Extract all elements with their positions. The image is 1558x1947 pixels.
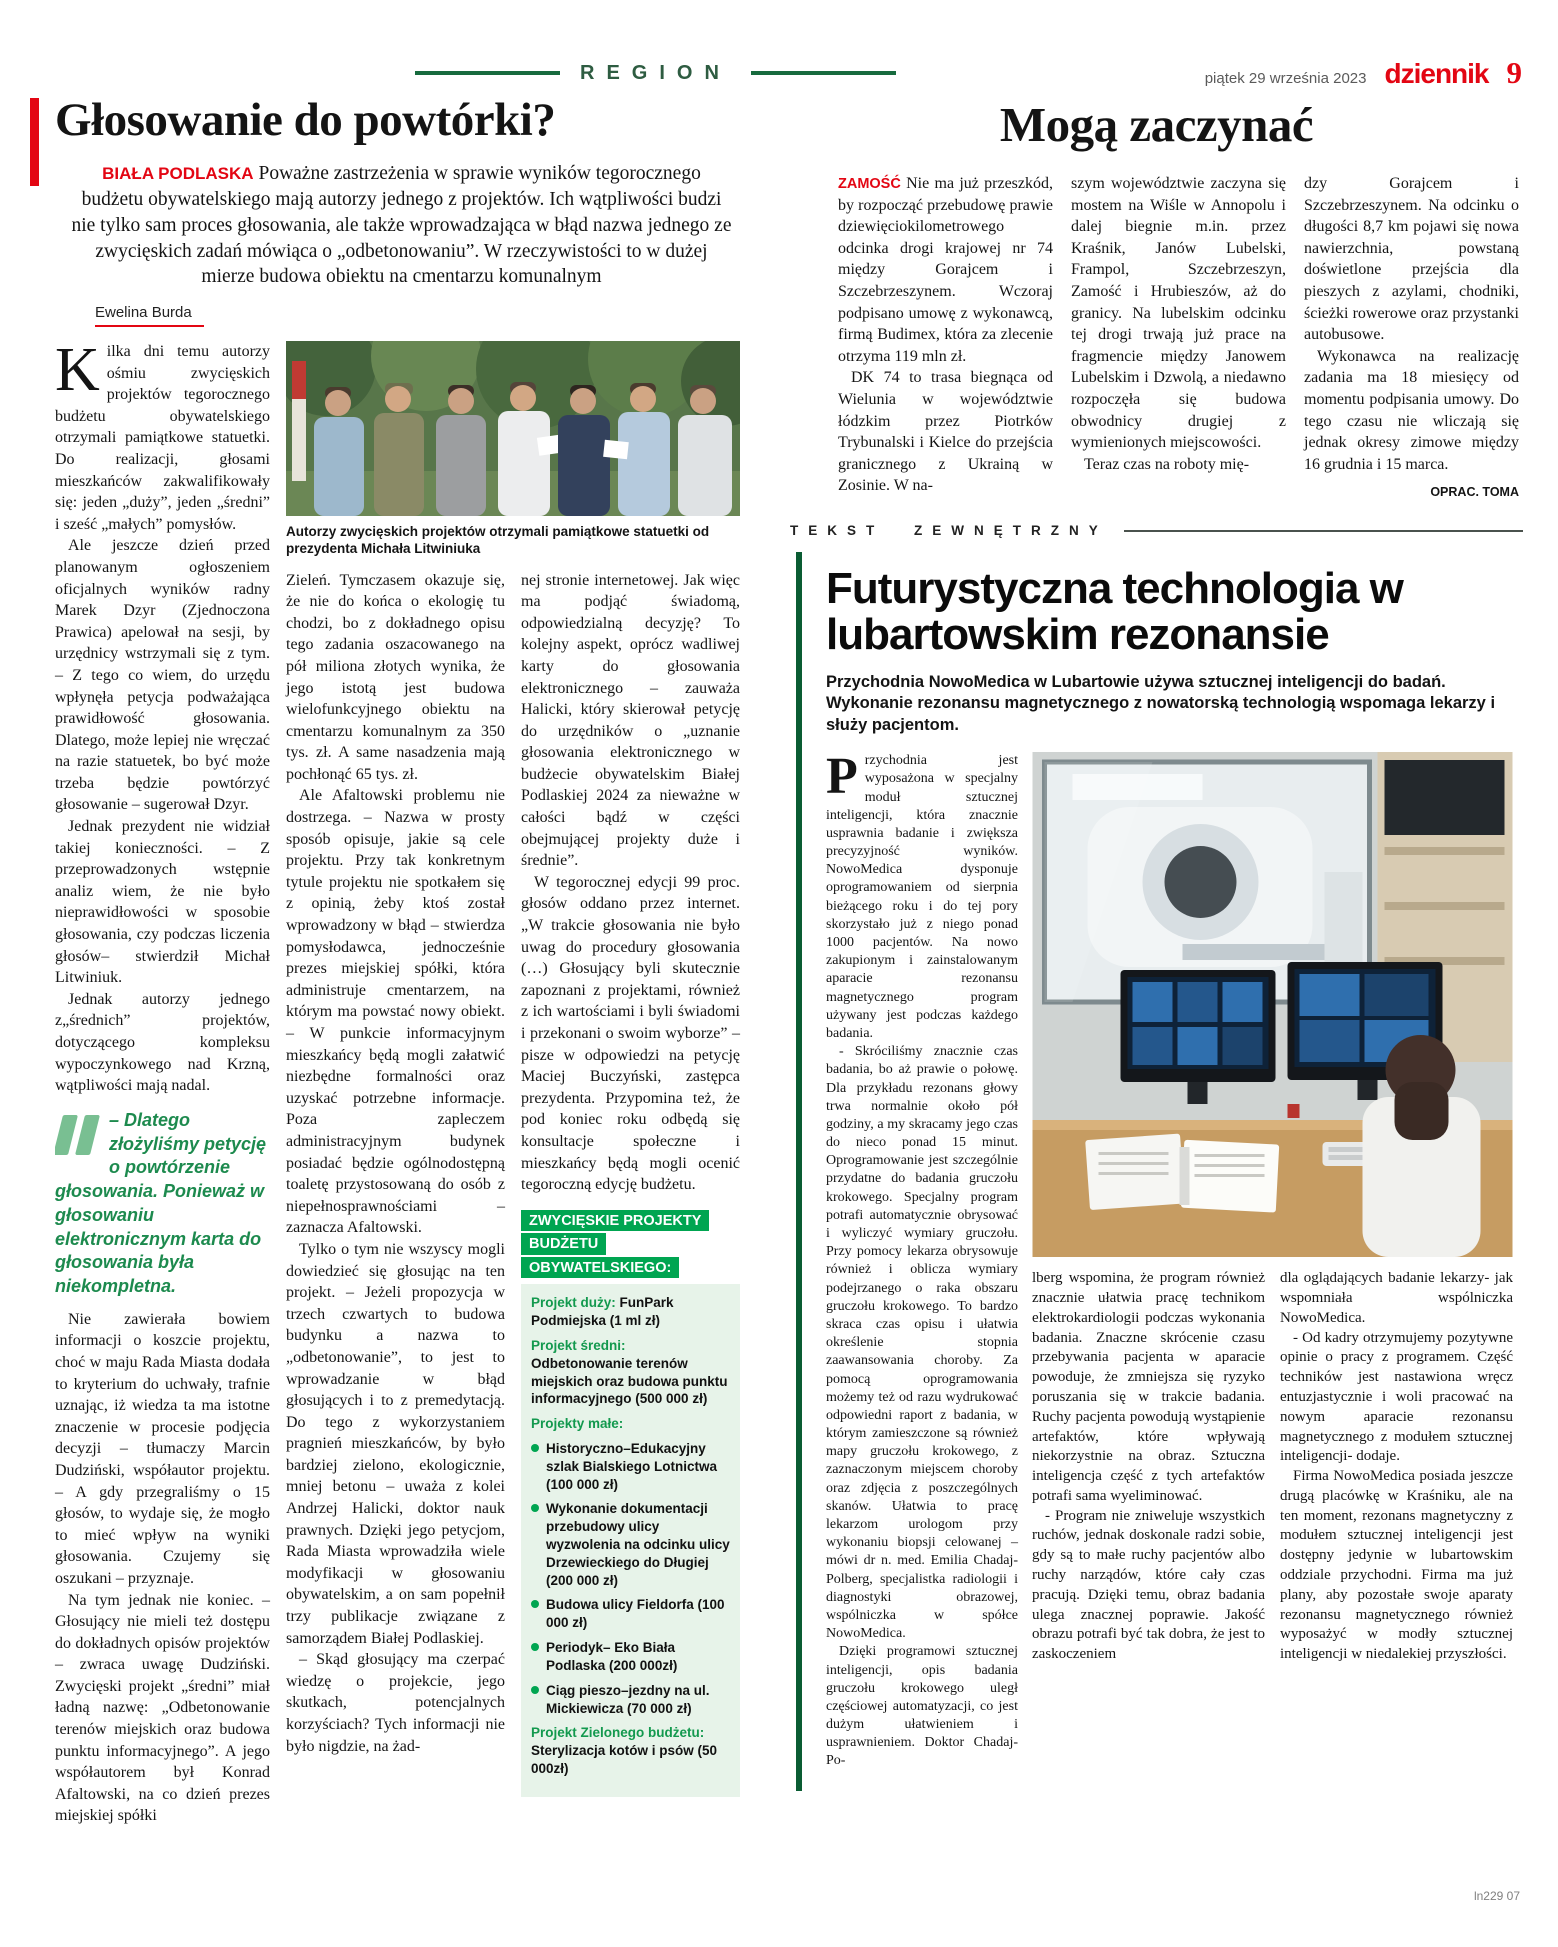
lead-location-tag: BIAŁA PODLASKA <box>102 164 254 184</box>
road-article <box>790 96 1523 499</box>
winners-box-bullet <box>531 1596 730 1632</box>
right-column <box>790 96 1523 1827</box>
bullet-dot-icon <box>531 1686 539 1694</box>
masthead <box>0 54 1522 92</box>
paragraph-text: Nie ma już przeszkód, by rozpocząć przebudowę prawie dziewięciokilometrowego odcinka drogi krajowej nr 74 między Gorajcem i Szczebrzeszynem. Wczoraj podpisano umowę z wykonawcą, firmą Budimex, która za zlecenie otrzyma 119 mln zł. <box>838 175 1053 365</box>
drop-cap: P <box>826 748 858 806</box>
body-paragraph: DK 74 to trasa biegnąca od Wielunia w województwie łódzkim przez Piotrków Trybunalski i Kielce do przejścia granicznego z Ukrainą w Zosinie. W na- <box>838 369 1053 495</box>
section-rule-left <box>415 71 560 75</box>
pull-quote <box>55 1109 270 1299</box>
mri-article <box>796 552 1523 1790</box>
winners-box-title-line: BUDŻETU <box>521 1233 606 1255</box>
body-paragraph <box>826 748 1018 1043</box>
print-code: ln229 07 <box>1473 1889 1520 1903</box>
external-text-kicker-row <box>790 523 1523 538</box>
voting-article-column-2 <box>286 570 505 1797</box>
body-paragraph <box>55 336 270 535</box>
entry-label: Projekt Zielonego budżetu: <box>531 1725 705 1741</box>
winners-box-bullet <box>531 1682 730 1718</box>
winners-box-bullet <box>531 1440 730 1493</box>
kicker-rule <box>1124 530 1523 532</box>
quote-mark-icon <box>55 1113 101 1159</box>
paragraph-text: ilka dni temu autorzy ośmiu zwycięskich projektów tegorocznego budżetu obywatelskiego otrzymali pamiątkowe statuetki. Do realizacji, głosami mieszkańców zakwalifikowały się: jeden „duży”, jeden „średni” i sześć „małych” pomysłów. <box>55 343 270 533</box>
bullet-text: Periodyk– Eko Biała Podlaska (200 000zł) <box>546 1640 678 1673</box>
entry-label: Projekty małe: <box>531 1416 624 1432</box>
winners-box <box>521 1210 740 1797</box>
author-row <box>95 304 740 327</box>
body-paragraph: nej stronie internetowej. Jak więc ma podjąć świadomą, odpowiedzialną decyzję? To kolejny aspekt, oprócz wadliwej karty do głosowania elektronicznego – zauważa Halicki, który skierował petycję do urzędników o „uznanie głosowania elektronicznego w budżecie obywatelskim Białej Podlaskiej 2024 za nieważne w całości bądź w części obejmującej projekty duże i średnie”. <box>521 571 740 870</box>
entry-value: FunPark Podmiejska (1 ml zł) <box>531 1295 674 1329</box>
entry-value: Odbetonowanie terenów miejskich oraz budowa punktu informacyjnego (500 000 zł) <box>531 1355 728 1407</box>
road-article-byline: OPRAC. TOMA <box>1430 485 1519 500</box>
body-paragraph <box>838 173 1053 367</box>
body-paragraph: lberg wspomina, że program również znacznie ułatwia pracę technikom elektrokardiologii podczas wykonania badania. Znaczne skrócenie czasu przebywania pacjenta w aparacie powoduje, że zmniejsza się ryzyko poruszania się w trakcie badania. Ruchy pacjenta powodują wystąpienie artefaktów, które wpływają niekorzystnie na obraz. Sztuczna inteligencja część z tych artefaktów potrafi sama wyeliminować. <box>1032 1270 1265 1504</box>
location-tag: ZAMOŚĆ <box>838 176 901 192</box>
body-paragraph: - Program nie zniweluje wszystkich ruchów, jednak doskonale radzi sobie, gdy są to małe ruchy pacjentów albo ruchy narządów, które cały czas pracują. Dzięki temu, obraz badania ulega znacznej poprawie. Jakość obrazu potrafi być tak dobra, że jest to zaskoczeniem <box>1032 1507 1265 1663</box>
mri-article-subtitle: Przychodnia NowoMedica w Lubartowie używa sztucznej inteligencji do badań. Wykonanie rezonansu magnetycznego z nowatorską technologią wspomaga lekarzy i służy pacjentom. <box>826 672 1496 734</box>
voting-article-column-3 <box>521 570 740 1797</box>
page-number: 9 <box>1506 55 1522 90</box>
mri-article-lower-columns <box>1032 1269 1513 1665</box>
body-paragraph: dzy Gorajcem i Szczebrzeszynem. Na odcinku o długości 8,7 km pojawi się nowa nawierzchnia, powstaną doświetlone przejścia dla pieszych z azylami, chodniki, ścieżki rowerowe oraz przystanki autobusowe. <box>1304 175 1519 344</box>
bullet-dot-icon <box>531 1600 539 1608</box>
mri-article-column-3 <box>1280 1269 1513 1665</box>
body-paragraph: szym województwie zaczyna się mostem na Wiśle w Annopolu i dalej biegnie m.in. przez Kraśnik, Janów Lubelski, Frampol, Szczebrzeszyn, Zamość i Hrubieszów, aż do granicy. Na lubelskim odcinku tej drogi trwają już prace na fragmencie między Janowem Lubelskim i Dzwolą, a niedawno rozpoczęła się budowa obwodnicy drugiej z wymienionych miejscowości. <box>1071 175 1286 452</box>
mri-article-column-1 <box>826 748 1018 1771</box>
mri-article-title: Futurystyczna technologia w lubartowskim rezonansie <box>826 564 1403 660</box>
body-paragraph: dla oglądających badanie lekarzy- jak wspomniała wspólniczka NowoMedica. <box>1280 1270 1513 1326</box>
winners-box-title-line: ZWYCIĘSKIE PROJEKTY <box>521 1210 709 1232</box>
masthead-right <box>1205 55 1522 91</box>
entry-label: Projekt średni: <box>531 1337 626 1353</box>
award-photo-caption: Autorzy zwycięskich projektów otrzymali pamiątkowe statuetki od prezydenta Michała Litwiniuka <box>286 524 710 557</box>
flag-banner <box>292 361 306 481</box>
voting-article-right-block <box>286 341 740 1827</box>
winners-box-bullet <box>531 1639 730 1675</box>
bullet-text: Wykonanie dokumentacji przebudowy ulicy wyzwolenia na odcinku ulicy Drzewieckiego do Długiej (200 000 zł) <box>546 1501 730 1588</box>
section-header <box>415 62 896 85</box>
body-paragraph: Nie zawierała bowiem informacji o koszcie projektu, choć w maju Rada Miasta dodała to kryterium do uchwały, trafnie uznając, iż wiedza ta ma istotne znaczenie w procesie podjęcia decyzji – tłumaczy Marcin Dudziński, współautor projektu. – A gdy przegraliśmy o 15 głosów, to wydaje się, że mogło to mieć wpływ na wyniki głosowania. Czujemy się oszukani – przyznaje. <box>55 1310 270 1587</box>
winners-box-title-line: OBYWATELSKIEGO: <box>521 1257 679 1279</box>
road-article-columns <box>790 173 1523 499</box>
mri-photo-image <box>1032 752 1513 1257</box>
voting-article-title: Głosowanie do powtórki? <box>55 94 556 146</box>
body-paragraph: Jednak autorzy jednego z„średnich” projektów, dotyczącego kompleksu wypoczynkowego nad Krzną, wątpliwości mają nadal. <box>55 990 270 1095</box>
voting-article-column-1 <box>55 336 270 1827</box>
body-paragraph: Tylko o tym nie wszyscy mogli dowiedzieć się głosując na ten projekt. – Jeżeli propozycja w trzech czwartych to budowa budynku a nazwa to „odbetonowanie”, to jest to wprowadzanie w błąd głosujących i to z premedytacją. Do tego z wykorzystaniem pragnień mieszkańców, by było bardziej zielono, ekologicznie, mniej betonu – uważa z kolei Andrzej Halicki, doktor nauk prawnych. Dzięki jego petycjom, Rada Miasta wprowadziła wiele modyfikacji w głosowaniu obywatelskim, a on sam popełnił trzy publikacje związane z samorządem Białej Podlaskiej. <box>286 1240 505 1647</box>
entry-label: Projekt duży: <box>531 1295 616 1311</box>
mri-photo <box>1032 752 1513 1257</box>
body-paragraph: Jednak prezydent nie widział takiej konieczności. – Z przeprowadzonych wstępnie analiz wiem, że nie było nieprawidłowości w sposobie głosowania, czy podczas liczenia głosów– stwierdził Michał Litwiniuk. <box>55 818 270 987</box>
issue-date: piątek 29 września 2023 <box>1204 70 1367 87</box>
winners-box-entry-small-header <box>531 1415 730 1433</box>
body-paragraph: - Od kadry otrzymujemy pozytywne opinie o pracy z programem. Część techników jest nastawiona wręcz entuzjastycznie i woli pracować na nowym aparacie rezonansu magnetycznego z modułem sztucznej inteligencji- dodaje. <box>1280 1329 1513 1465</box>
voting-article-lead <box>69 161 734 290</box>
section-label: REGION <box>580 61 731 84</box>
headline-accent-bar <box>30 98 39 186</box>
voting-article-lower-columns <box>286 570 740 1797</box>
author-byline: Ewelina Burda <box>95 304 204 327</box>
winners-box-entry-big <box>531 1294 730 1330</box>
mri-article-body <box>826 748 1523 1771</box>
body-paragraph: Ale Afaltowski problemu nie dostrzega. – Nazwa w prosty sposób opisuje, jakie są cele projektu. Przy tak konkretnym tytule projektu nie spotkałem się z opinią, żeby ktoś został wprowadzony w błąd – stwierdza pomysłodawca, jednocześnie prezes miejskiej spółki, która administruje cmentarzem, na którym ma powstać nowy obiekt. – W punkcie informacyjnym mieszkańcy będą mogli załatwić niezbędne formalności oraz uzyskać potrzebne informacje. Poza zapleczem administracyjnym budynek posiadać będzie ogólnodostępną toaletę przystosowaną do osób z niepełnosprawnościami – zaznacza Afaltowski. <box>286 787 505 1237</box>
mri-article-right-block <box>1032 752 1513 1771</box>
body-paragraph: Wykonawca na realizację zadania ma 18 miesięcy od momentu podpisania umowy. Do tego czasu nie wliczają się jednak okresy zimowe między 16 grudnia i 15 marca. <box>1304 347 1519 473</box>
bullet-dot-icon <box>531 1444 539 1452</box>
bullet-dot-icon <box>531 1504 539 1512</box>
bullet-text: Budowa ulicy Fieldorfa (100 000 zł) <box>546 1597 725 1631</box>
pull-quote-text: – Dlatego złożyliśmy petycję o powtórzenie głosowania. Ponieważ w głosowaniu elektronicznym karta do głosowania była niekompletna. <box>55 1109 267 1297</box>
section-rule-right <box>751 71 896 75</box>
body-paragraph: Zieleń. Tymczasem okazuje się, że nie do końca o ekologię tu chodzi, bo z dokładnego opisu tego zadania oszacowanego na pół miliona złotych wynika, że jego istotą jest budowa wielofunkcyjnego obiektu na cmentarzu komunalnym za 350 tys. zł. A same nasadzenia mają pochłonąć 65 tys. zł. <box>286 571 505 783</box>
lead-text: Poważne zastrzeżenia w sprawie wyników tegorocznego budżetu obywatelskiego mają autorzy jednego z projektów. Ich wątpliwości budzi nie tylko sam proces głosowania, ale także wprowadzająca w błąd nazwa jednego ze zwycięskich zadań mówiąca o „odbetonowaniu”. W rzeczywistości to w dużej mierze budowa obiektu na cmentarzu komunalnym <box>71 163 732 288</box>
body-paragraph: – Skąd głosujący ma czerpać wiedzę o projekcie, jego skutkach, potencjalnych korzyściach? Tych informacji nie było nigdzie, na żad- <box>286 1651 505 1755</box>
road-article-column-1 <box>838 173 1053 499</box>
winners-box-bullet <box>531 1500 730 1589</box>
desk-object <box>1288 1104 1300 1118</box>
entry-value: Sterylizacja kotów i psów (50 000zł) <box>531 1743 718 1776</box>
road-article-column-3 <box>1304 173 1519 499</box>
voting-article <box>55 96 740 1827</box>
award-photo <box>286 341 740 516</box>
body-paragraph: Ale jeszcze dzień przed planowanym ogłoszeniem oficjalnych wyników radny Marek Dzyr (Zjednoczona Prawica) apelował na sesji, by urzędnicy wstrzymali się z tym. – Z tego co wiem, do urzędu wpłynęła petycja podważająca prawidłowość głosowania. Dlatego, może lepiej nie wręczać na razie statuetek, bo być może trzeba będzie powtórzyć głosowanie – sugerował Dzyr. <box>55 537 270 814</box>
body-paragraph: W tegorocznej edycji 99 proc. głosów oddano przez internet. „W trakcie głosowania nie było uwag do procedury głosowania (…) Głosujący byli skutecznie zapoznani z projektami, również z ich wartościami i byli świadomi i przekonani o swoim wyborze” – pisze w odpowiedzi na petycję Maciej Buczyński, zastępca prezydenta. Przypomina też, że pod koniec roku odbędą się konsultacje społeczne i mieszkańcy będą mogli ocenić tegoroczną edycję budżetu. <box>521 873 740 1194</box>
body-paragraph: Teraz czas na roboty mię- <box>1084 455 1250 473</box>
road-article-column-2 <box>1071 173 1286 499</box>
voting-article-body <box>55 336 740 1827</box>
body-paragraph: - Skróciliśmy znacznie czas badania, bo aż prawie o połowę. Dla przykładu rezonans głowy trwa normalnie około pół godziny, a my skracamy jego czas do nieco ponad 15 minut. Oprogramowanie jest szczególnie przydatne do badania gruczołu krokowego. Specjalny program potrafi automatycznie obrysować i wyliczyć wymiary gruczołu. Przy pomocy lekarza obrysowuje również i oblicza wymiary podejrzanego o raka obszaru gruczołu krokowego. To bardzo skraca czas opisu i ułatwia określenie stopnia zaawansowania choroby. Za pomocą oprogramowania możemy też od razu wydrukować odpowiedni raport z badania, w którym zamieszczone są również mapy gruczołu krokowego, z zaznaczonym miejscem choroby oraz zdjęcia z poszczególnych skanów. Ułatwia to pracę lekarzom urologom przy wykonaniu biopsji celowanej – mówi dr n. med. Emilia Chadaj-Polberg, specjalistka radiologii i diagnostyki obrazowej, wspólniczka w spółce NowoMedica. <box>826 1044 1018 1642</box>
award-photo-image <box>286 341 740 516</box>
external-text-kicker: TEKST ZEWNĘTRZNY <box>790 523 1108 539</box>
bullet-text: Ciąg pieszo–jezdny na ul. Mickiewicza (70 000 zł) <box>546 1682 710 1716</box>
body-paragraph: Na tym jednak nie koniec. – Głosujący nie mieli też dostępu do dokładnych opisów projektów – zwraca uwagę Dudziński. Zwycięski projekt „średni” miał ładną nazwę: „Odbetonowanie terenów miejskich oraz budowa punktu informacyjnego”. A jego współautorem był Konrad Afaltowski, na co dzień prezes miejskiej spółki <box>55 1591 270 1825</box>
drop-cap: K <box>55 336 100 405</box>
winners-box-entry-green <box>531 1724 730 1777</box>
bullet-text: Historyczno–Edukacyjny szlak Bialskiego Lotnictwa (100 000 zł) <box>546 1440 718 1492</box>
bullet-dot-icon <box>531 1643 539 1651</box>
page-content <box>55 96 1523 1827</box>
winners-box-panel <box>521 1284 740 1797</box>
body-paragraph: Dzięki programowi sztucznej inteligencji, opis badania gruczołu krokowego uległ częściowej automatyzacji, co jest dużym ułatwieniem i usprawnieniem. Doktor Chadaj- Po- <box>826 1644 1018 1769</box>
paragraph-text: rzychodnia jest wyposażona w specjalny moduł sztucznej inteligencji, która znacznie usprawnia badanie i zwiększa precyzyjność wyników. NowoMedica dysponuje oprogramowaniem od sierpnia bieżącego roku i do tej pory skorzystało już z niego ponad 1000 pacjentów. Na nowo zakupionym i zainstalowanym aparacie rezonansu magnetycznego program używany jest podczas każdego badania. <box>826 753 1018 1041</box>
road-article-title: Mogą zaczynać <box>999 97 1314 152</box>
newspaper-logo: dziennik <box>1384 58 1489 89</box>
winners-box-entry-medium <box>531 1337 730 1408</box>
mri-article-column-2 <box>1032 1269 1265 1665</box>
body-paragraph: Firma NowoMedica posiada jeszcze drugą placówkę w Kraśniku, ale na ten moment, rezonans magnetyczny z modułem sztucznej inteligencji jest dostępny jedynie w lubartowskim oddziale przychodni. Firma ma już plany, aby pozostałe swoje aparaty rezonansu magnetycznego również wyposażyć w modły sztucznej inteligencji w niedalekiej przyszłości. <box>1280 1468 1513 1663</box>
